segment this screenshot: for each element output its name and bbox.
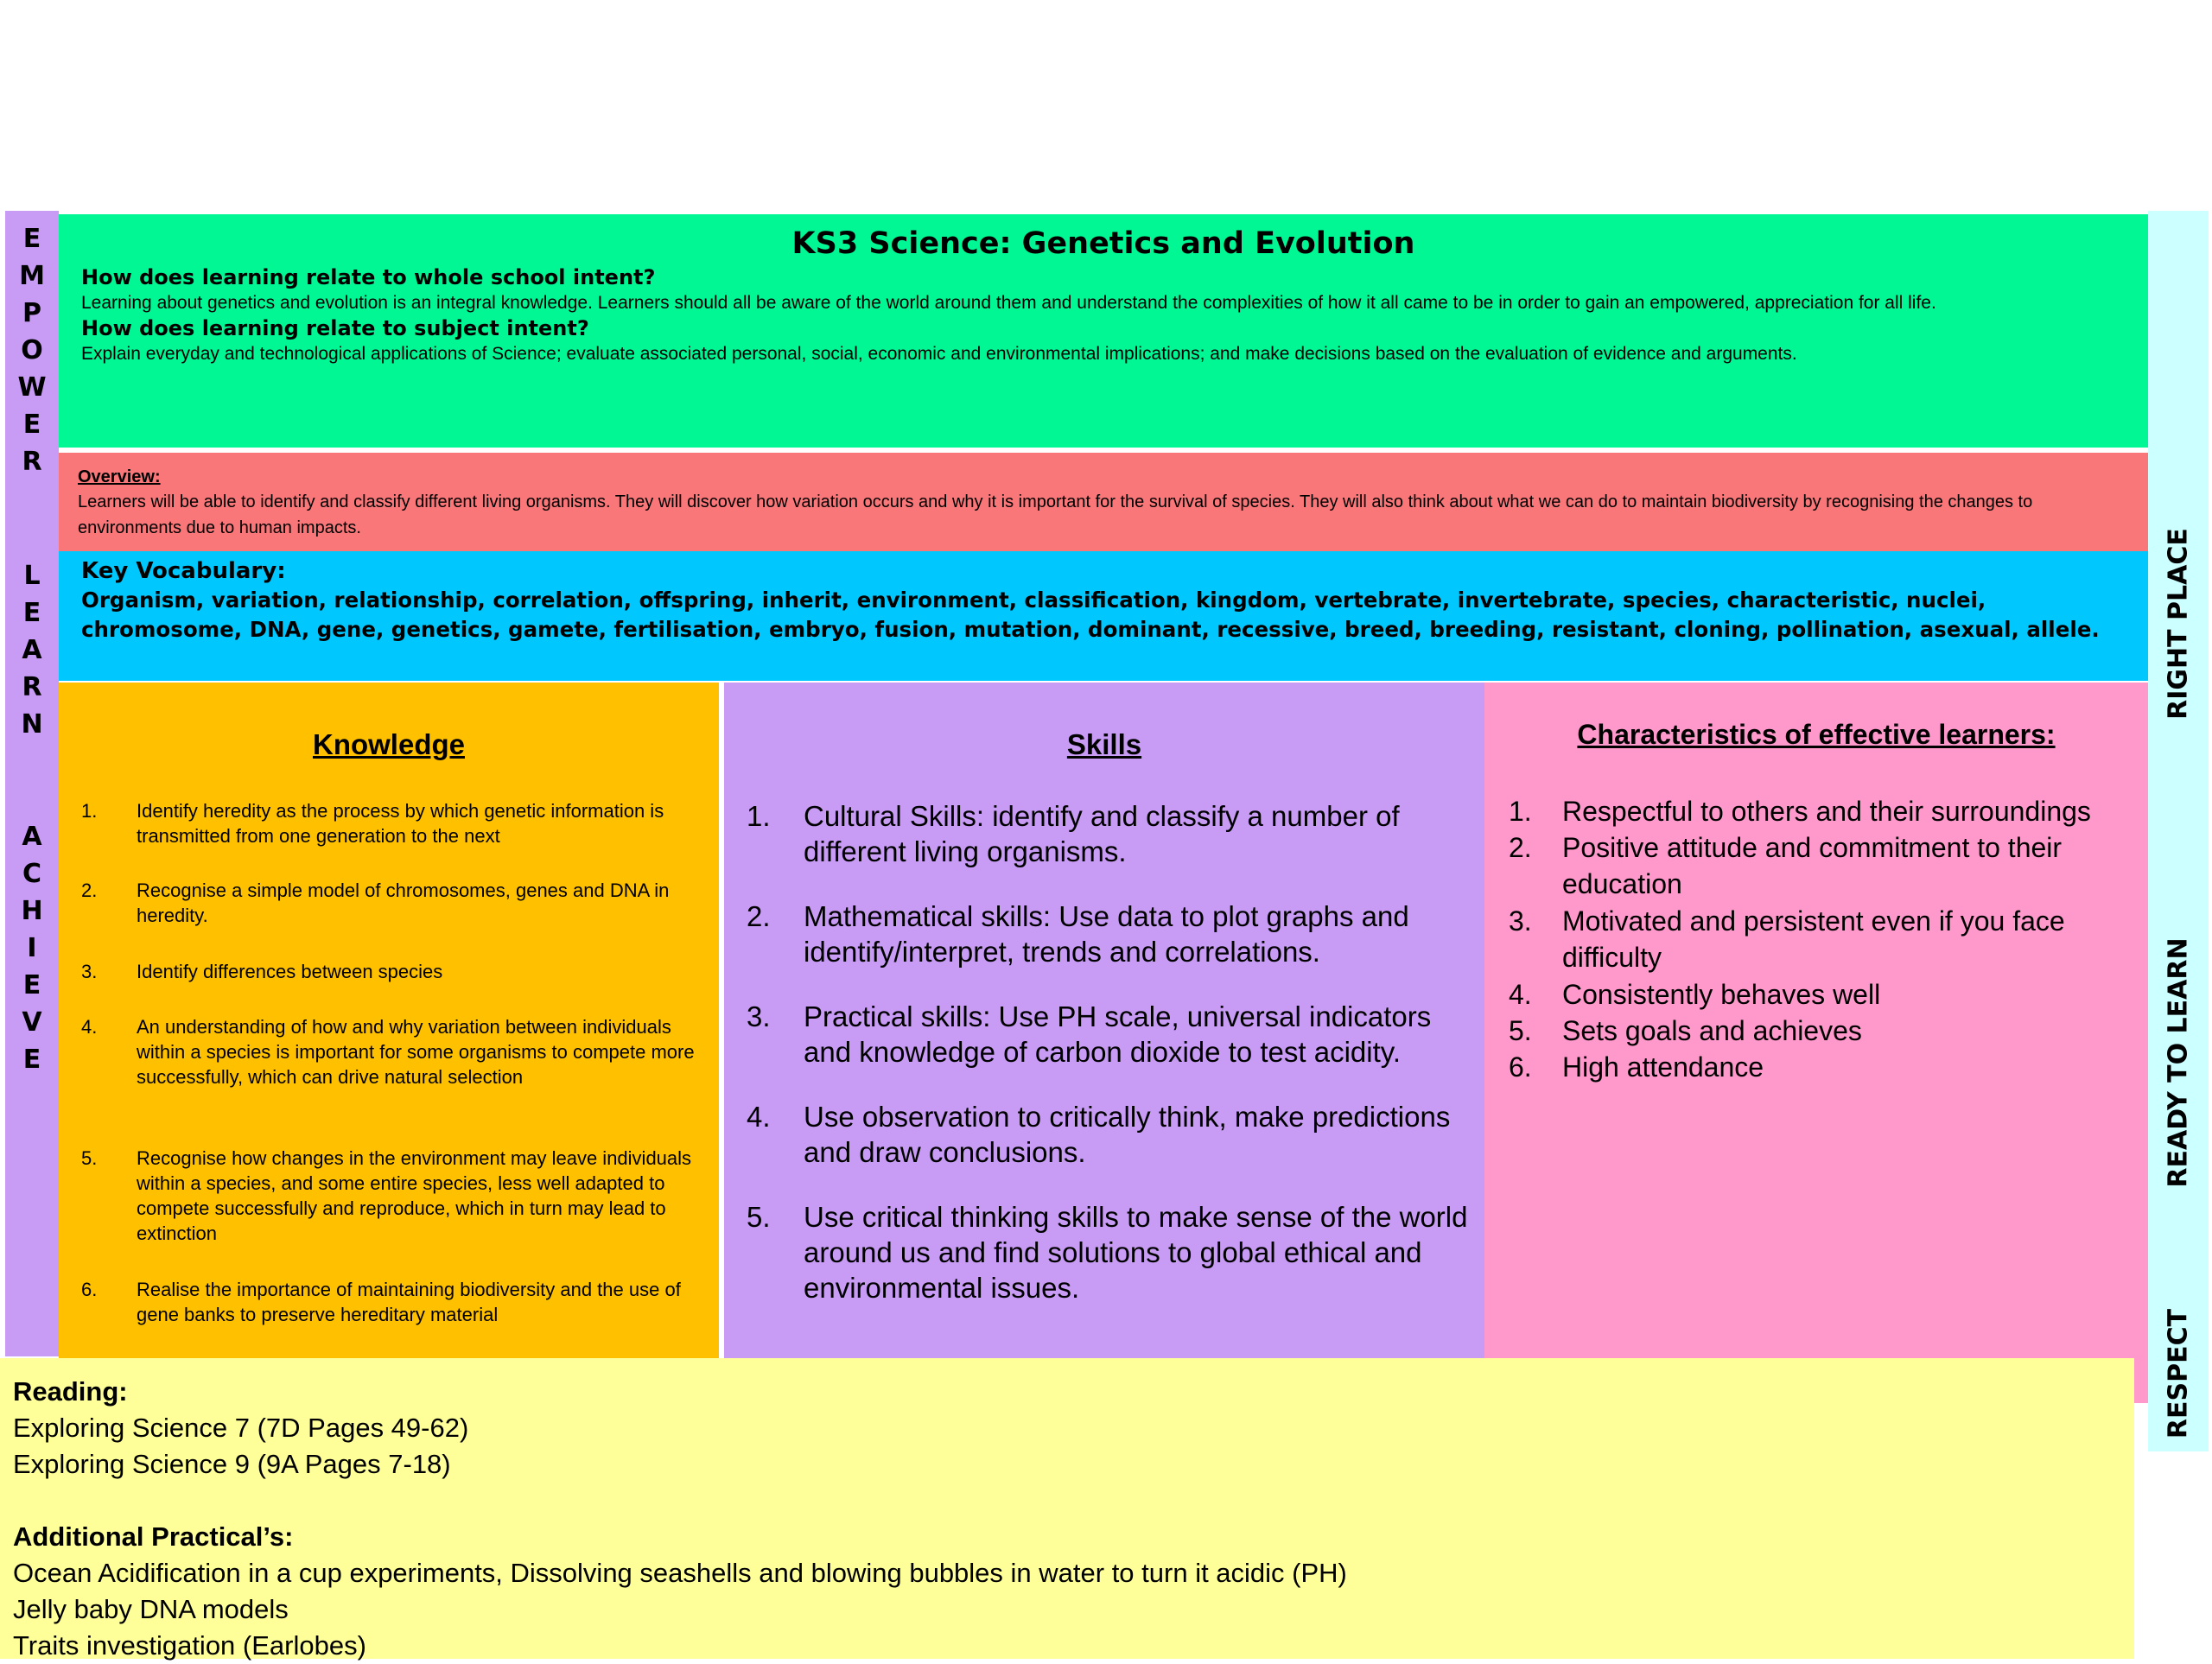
item-number: 5.	[747, 1201, 771, 1233]
item-number: 1.	[747, 800, 771, 832]
item-number: 4.	[1509, 979, 1532, 1010]
item-number: 3.	[747, 1000, 771, 1032]
knowledge-heading: Knowledge	[312, 728, 465, 760]
skills-column	[724, 683, 1484, 1358]
practicals-heading: Additional Practical’s:	[13, 1521, 294, 1552]
learn-letter: N	[21, 709, 43, 740]
item-number: 6.	[81, 1279, 98, 1300]
item-number: 1.	[81, 800, 98, 822]
empower-letter: R	[22, 447, 42, 477]
item-number: 1.	[1509, 796, 1532, 827]
skills-heading: Skills	[1066, 728, 1142, 760]
item-text: Cultural Skills: identify and classify a number of different living organisms.	[804, 800, 1400, 867]
item-text: Use observation to critically think, make predictions and draw conclusions.	[804, 1101, 1451, 1168]
item-text: Realise the importance of maintaining biodiversity and the use of gene banks to preserve hereditary material	[137, 1279, 681, 1325]
item-text: Motivated and persistent even if you face difficulty	[1562, 905, 2065, 973]
reading-section	[0, 1358, 2134, 1659]
item-text: Recognise a simple model of chromosomes, genes and DNA in heredity.	[137, 880, 670, 926]
document-title: KS3 Science: Genetics and Evolution	[791, 226, 1415, 261]
item-number: 2.	[1509, 832, 1532, 863]
learn-letter: A	[22, 635, 42, 665]
item-text: Identify differences between species	[137, 961, 443, 982]
learn-letter: R	[22, 672, 42, 702]
item-text: Respectful to others and their surroundings	[1562, 796, 2091, 827]
achieve-letter: C	[22, 859, 42, 889]
item-text: Recognise how changes in the environment may leave individuals within a species, and some entire species, less well adapted to compete successfully and reproduce, which in turn may lead to extinction	[137, 1147, 692, 1244]
empower-letter: E	[22, 224, 41, 254]
reading-heading: Reading:	[13, 1376, 128, 1407]
item-number: 2.	[747, 900, 771, 932]
overview-section	[59, 453, 2148, 551]
characteristics-heading: Characteristics of effective learners:	[1577, 719, 2056, 750]
achieve-letter: E	[22, 970, 41, 1000]
right-values-strip	[2148, 211, 2209, 1451]
empower-letter: O	[21, 335, 43, 365]
item-text: High attendance	[1562, 1051, 1764, 1083]
intent-section	[59, 214, 2148, 448]
item-number: 6.	[1509, 1051, 1532, 1083]
overview-text: Learners will be able to identify and classify different living organisms. They will discover how variation occurs and why it is important for the survival of species. They will also think about what we can do to maintain biodiversity by recognising the changes to environments due to human impacts.	[78, 492, 2033, 537]
item-number: 3.	[81, 961, 98, 982]
item-text: Consistently behaves well	[1562, 979, 1881, 1010]
vocabulary-section	[59, 551, 2148, 681]
practical-line: Traits investigation (Earlobes)	[13, 1630, 366, 1661]
knowledge-column	[59, 683, 719, 1358]
item-text: Identify heredity as the process by which genetic information is transmitted from one generation to the next	[137, 800, 664, 847]
vocabulary-line: chromosome, DNA, gene, genetics, gamete, fertilisation, embryo, fusion, mutation, dominant, recessive, breed, breeding, resistant, cloning, pollination, asexual, allele.	[81, 617, 2100, 642]
item-text: Mathematical skills: Use data to plot graphs and identify/interpret, trends and correlations.	[804, 900, 1409, 968]
school-intent-answer: Learning about genetics and evolution is an integral knowledge. Learners should all be aware of the world around them and understand the complexities of how it all came to be in order to gain an empowered, appreciation for all life.	[81, 293, 1936, 313]
characteristics-column	[1484, 683, 2148, 1403]
item-text: Use critical thinking skills to make sense of the world around us and find solutions to global ethical and environmental issues.	[804, 1201, 1468, 1304]
achieve-letter: I	[27, 933, 37, 963]
reading-line: Exploring Science 9 (9A Pages 7-18)	[13, 1449, 451, 1479]
respect-label: RESPECT	[2163, 1308, 2194, 1439]
overview-label: Overview:	[78, 467, 161, 486]
item-number: 4.	[81, 1016, 98, 1038]
school-intent-question: How does learning relate to whole school intent?	[81, 265, 656, 289]
reading-line: Exploring Science 7 (7D Pages 49-62)	[13, 1413, 469, 1443]
item-number: 4.	[747, 1101, 771, 1133]
subject-intent-question: How does learning relate to subject intent?	[81, 316, 589, 340]
item-number: 2.	[81, 880, 98, 901]
achieve-letter: E	[22, 1045, 41, 1075]
practical-line: Ocean Acidification in a cup experiments, Dissolving seashells and blowing bubbles in water to turn it acidic (PH)	[13, 1558, 1347, 1588]
learn-letter: E	[22, 598, 41, 628]
empower-letter: P	[22, 298, 41, 328]
item-number: 5.	[81, 1147, 98, 1169]
learn-letter: L	[23, 561, 41, 591]
vocabulary-label: Key Vocabulary:	[81, 558, 286, 584]
empower-letter: M	[19, 261, 45, 291]
achieve-letter: H	[21, 896, 43, 926]
empower-letter: W	[17, 372, 47, 403]
achieve-letter: V	[22, 1007, 42, 1038]
item-number: 3.	[1509, 905, 1532, 937]
practical-line: Jelly baby DNA models	[13, 1594, 289, 1624]
ready-to-learn-label: READY TO LEARN	[2163, 937, 2194, 1188]
item-text: Positive attitude and commitment to their education	[1562, 832, 2063, 899]
subject-intent-answer: Explain everyday and technological applications of Science; evaluate associated personal, social, economic and environmental implications; and make decisions based on the evaluation of evidence and arguments.	[81, 344, 1797, 364]
empower-letter: E	[22, 410, 41, 440]
item-text: Practical skills: Use PH scale, universal indicators and knowledge of carbon dioxide to test acidity.	[804, 1000, 1432, 1068]
item-number: 5.	[1509, 1015, 1532, 1046]
left-values-strip	[5, 211, 59, 1356]
achieve-letter: A	[22, 822, 42, 852]
vocabulary-list	[81, 586, 2126, 645]
item-text: An understanding of how and why variation between individuals within a species is important for some organisms to compete more successfully, which can drive natural selection	[137, 1016, 695, 1088]
spacer	[13, 1483, 2134, 1519]
vocabulary-line: Organism, variation, relationship, correlation, offspring, inherit, environment, classification, kingdom, vertebrate, invertebrate, species, characteristic, nuclei,	[81, 587, 1986, 613]
item-text: Sets goals and achieves	[1562, 1015, 1862, 1046]
right-place-label: RIGHT PLACE	[2163, 528, 2194, 720]
